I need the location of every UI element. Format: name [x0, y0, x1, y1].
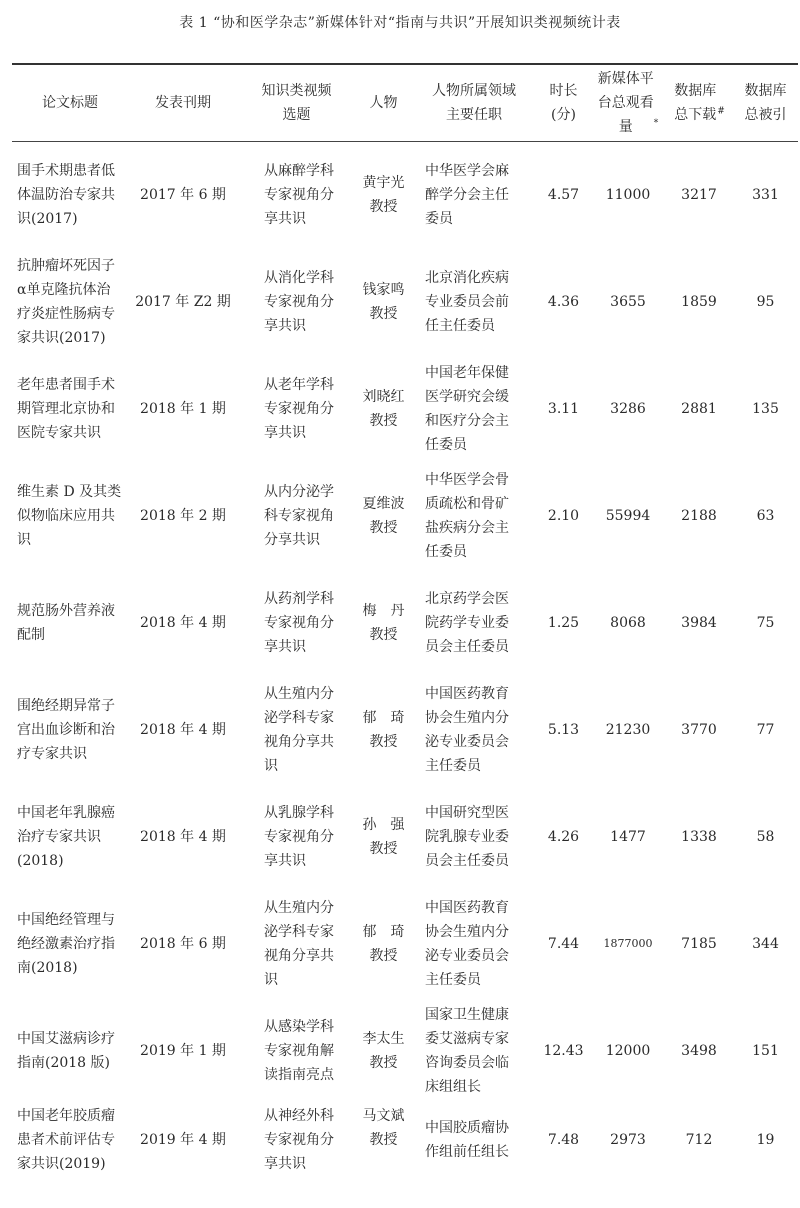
table-row — [12, 355, 798, 462]
cell-citations: 75 — [756, 614, 775, 631]
cell-topic: 从消化学科专家视角分享共识 — [264, 269, 334, 334]
cell-title: 中国绝经管理与绝经激素治疗指南(2018) — [17, 911, 115, 976]
cell-citations: 344 — [752, 935, 779, 952]
cell-views: 1877000 — [603, 936, 653, 950]
cell-field: 中国胶质瘤协作组前任组长 — [425, 1120, 509, 1160]
cell-topic: 从药剂学科专家视角分享共识 — [264, 590, 334, 655]
cell-person: 李太生教授 — [362, 1030, 405, 1071]
cell-person: 梅 丹教授 — [362, 602, 405, 643]
cell-downloads: 1338 — [681, 828, 717, 845]
cell-citations: 135 — [752, 400, 779, 417]
cell-field: 中国医药教育协会生殖内分泌专业委员会主任委员 — [425, 685, 509, 774]
cell-field: 中华医学会骨质疏松和骨矿盐疾病分会主任委员 — [425, 471, 509, 560]
cell-topic: 从麻醉学科专家视角分享共识 — [264, 162, 334, 227]
cell-views: 3655 — [610, 293, 646, 310]
header-citations: 数据库总被引 — [744, 82, 787, 123]
cell-title: 中国老年乳腺癌治疗专家共识(2018) — [17, 804, 115, 869]
cell-downloads: 3498 — [681, 1042, 717, 1059]
cell-views: 12000 — [605, 1042, 651, 1059]
cell-topic: 从生殖内分泌学科专家视角分享共识 — [264, 685, 334, 774]
cell-citations: 331 — [752, 186, 779, 203]
cell-person: 黄宇光教授 — [362, 174, 405, 215]
cell-citations: 77 — [756, 721, 775, 738]
cell-person: 郁 琦教授 — [362, 709, 405, 750]
cell-topic: 从老年学科专家视角分享共识 — [264, 376, 334, 441]
cell-views: 2973 — [610, 1132, 646, 1148]
header-topic: 知识类视频选题 — [261, 82, 332, 123]
cell-issue: 2017 年 6 期 — [140, 186, 226, 203]
cell-field: 中国研究型医院乳腺专业委员会主任委员 — [425, 804, 509, 869]
cell-citations: 151 — [752, 1042, 779, 1059]
cell-issue: 2018 年 1 期 — [140, 400, 226, 417]
cell-citations: 95 — [756, 293, 775, 310]
cell-views: 1477 — [610, 828, 646, 845]
cell-issue: 2018 年 6 期 — [140, 935, 226, 952]
table-row — [12, 141, 798, 248]
cell-duration: 7.48 — [547, 1132, 580, 1148]
cell-citations: 63 — [756, 507, 775, 524]
cell-duration: 3.11 — [547, 400, 580, 417]
cell-duration: 4.57 — [547, 186, 580, 203]
cell-duration: 1.25 — [547, 614, 580, 631]
cell-title: 围手术期患者低体温防治专家共识(2017) — [17, 162, 115, 227]
header-issue: 发表刊期 — [155, 94, 211, 111]
cell-views: 8068 — [610, 614, 646, 631]
cell-citations: 58 — [756, 828, 775, 845]
table-row — [12, 1104, 798, 1208]
cell-views: 21230 — [605, 721, 651, 738]
cell-topic: 从乳腺学科专家视角分享共识 — [264, 804, 334, 869]
cell-downloads: 712 — [685, 1132, 713, 1148]
cell-issue: 2019 年 1 期 — [140, 1042, 226, 1059]
cell-topic: 从感染学科专家视角解读指南亮点 — [264, 1018, 334, 1083]
cell-issue: 2018 年 4 期 — [140, 614, 226, 631]
downloads-footnote-mark: # — [717, 105, 725, 116]
cell-person: 夏维波教授 — [362, 495, 405, 536]
cell-title: 围绝经期异常子宫出血诊断和治疗专家共识 — [17, 697, 115, 762]
cell-title: 中国艾滋病诊疗指南(2018 版) — [17, 1030, 115, 1071]
table-row — [12, 676, 798, 783]
cell-title: 老年患者围手术期管理北京协和医院专家共识 — [17, 376, 115, 441]
cell-person: 郁 琦教授 — [362, 923, 405, 964]
table-row — [12, 890, 798, 997]
cell-issue: 2017 年 Z2 期 — [135, 293, 231, 310]
cell-issue: 2019 年 4 期 — [140, 1132, 226, 1148]
cell-person: 孙 强教授 — [362, 816, 405, 857]
table-caption: 表 1 “协和医学杂志”新媒体针对“指南与共识”开展知识类视频统计表 — [179, 15, 621, 31]
header-person: 人物 — [369, 94, 398, 111]
cell-field: 中华医学会麻醉学分会主任委员 — [425, 162, 509, 227]
table-row — [12, 997, 798, 1104]
cell-field: 中国老年保健医学研究会缓和医疗分会主任委员 — [425, 364, 509, 453]
header-duration: 时长(分) — [549, 82, 578, 123]
cell-person: 钱家鸣教授 — [362, 281, 405, 322]
cell-downloads: 3770 — [681, 721, 717, 738]
cell-field: 北京药学会医院药学专业委员会主任委员 — [425, 590, 509, 655]
cell-views: 55994 — [605, 507, 651, 524]
cell-duration: 4.36 — [547, 293, 580, 310]
cell-issue: 2018 年 4 期 — [140, 721, 226, 738]
cell-duration: 5.13 — [547, 721, 580, 738]
cell-downloads: 1859 — [681, 293, 717, 310]
table-row — [12, 783, 798, 890]
cell-field: 国家卫生健康委艾滋病专家咨询委员会临床组组长 — [425, 1006, 509, 1095]
cell-downloads: 2881 — [681, 400, 717, 417]
cell-topic: 从内分泌学科专家视角分享共识 — [264, 483, 334, 548]
table-row — [12, 569, 798, 676]
cell-duration: 7.44 — [547, 935, 580, 952]
cell-views: 3286 — [610, 400, 646, 417]
cell-issue: 2018 年 2 期 — [140, 507, 226, 524]
header-downloads: 数据库总下载# — [674, 82, 725, 123]
header-title: 论文标题 — [42, 94, 98, 111]
cell-person: 刘晓红教授 — [362, 388, 405, 429]
cell-downloads: 3217 — [681, 186, 717, 203]
cell-downloads: 2188 — [681, 507, 717, 524]
cell-issue: 2018 年 4 期 — [140, 828, 226, 845]
cell-field: 中国医药教育协会生殖内分泌专业委员会主任委员 — [425, 899, 509, 988]
cell-views: 11000 — [605, 186, 651, 203]
cell-downloads: 3984 — [681, 614, 717, 631]
cell-topic: 从生殖内分泌学科专家视角分享共识 — [264, 899, 334, 988]
cell-duration: 2.10 — [547, 507, 580, 524]
cell-duration: 4.26 — [547, 828, 580, 845]
cell-title: 抗肿瘤坏死因子α单克隆抗体治疗炎症性肠病专家共识(2017) — [17, 257, 115, 346]
cell-downloads: 7185 — [681, 935, 717, 952]
table-row — [12, 462, 798, 569]
table-row — [12, 248, 798, 355]
header-views: 新媒体平台总观看量 * — [597, 70, 659, 135]
stats-table — [12, 64, 798, 1208]
cell-topic: 从神经外科专家视角分享共识 — [264, 1108, 334, 1172]
cell-title: 维生素 D 及其类似物临床应用共识 — [17, 483, 122, 548]
header-field: 人物所属领域主要任职 — [432, 82, 516, 123]
cell-citations: 19 — [756, 1132, 775, 1148]
cell-duration: 12.43 — [543, 1042, 584, 1059]
cell-field: 北京消化疾病专业委员会前任主任委员 — [425, 269, 509, 334]
header-row — [12, 64, 798, 141]
cell-title: 中国老年胶质瘤患者术前评估专家共识(2019) — [17, 1108, 115, 1172]
cell-title: 规范肠外营养液配制 — [17, 602, 115, 643]
cell-person: 马文斌教授 — [362, 1108, 405, 1148]
views-footnote-mark: * — [653, 117, 659, 128]
